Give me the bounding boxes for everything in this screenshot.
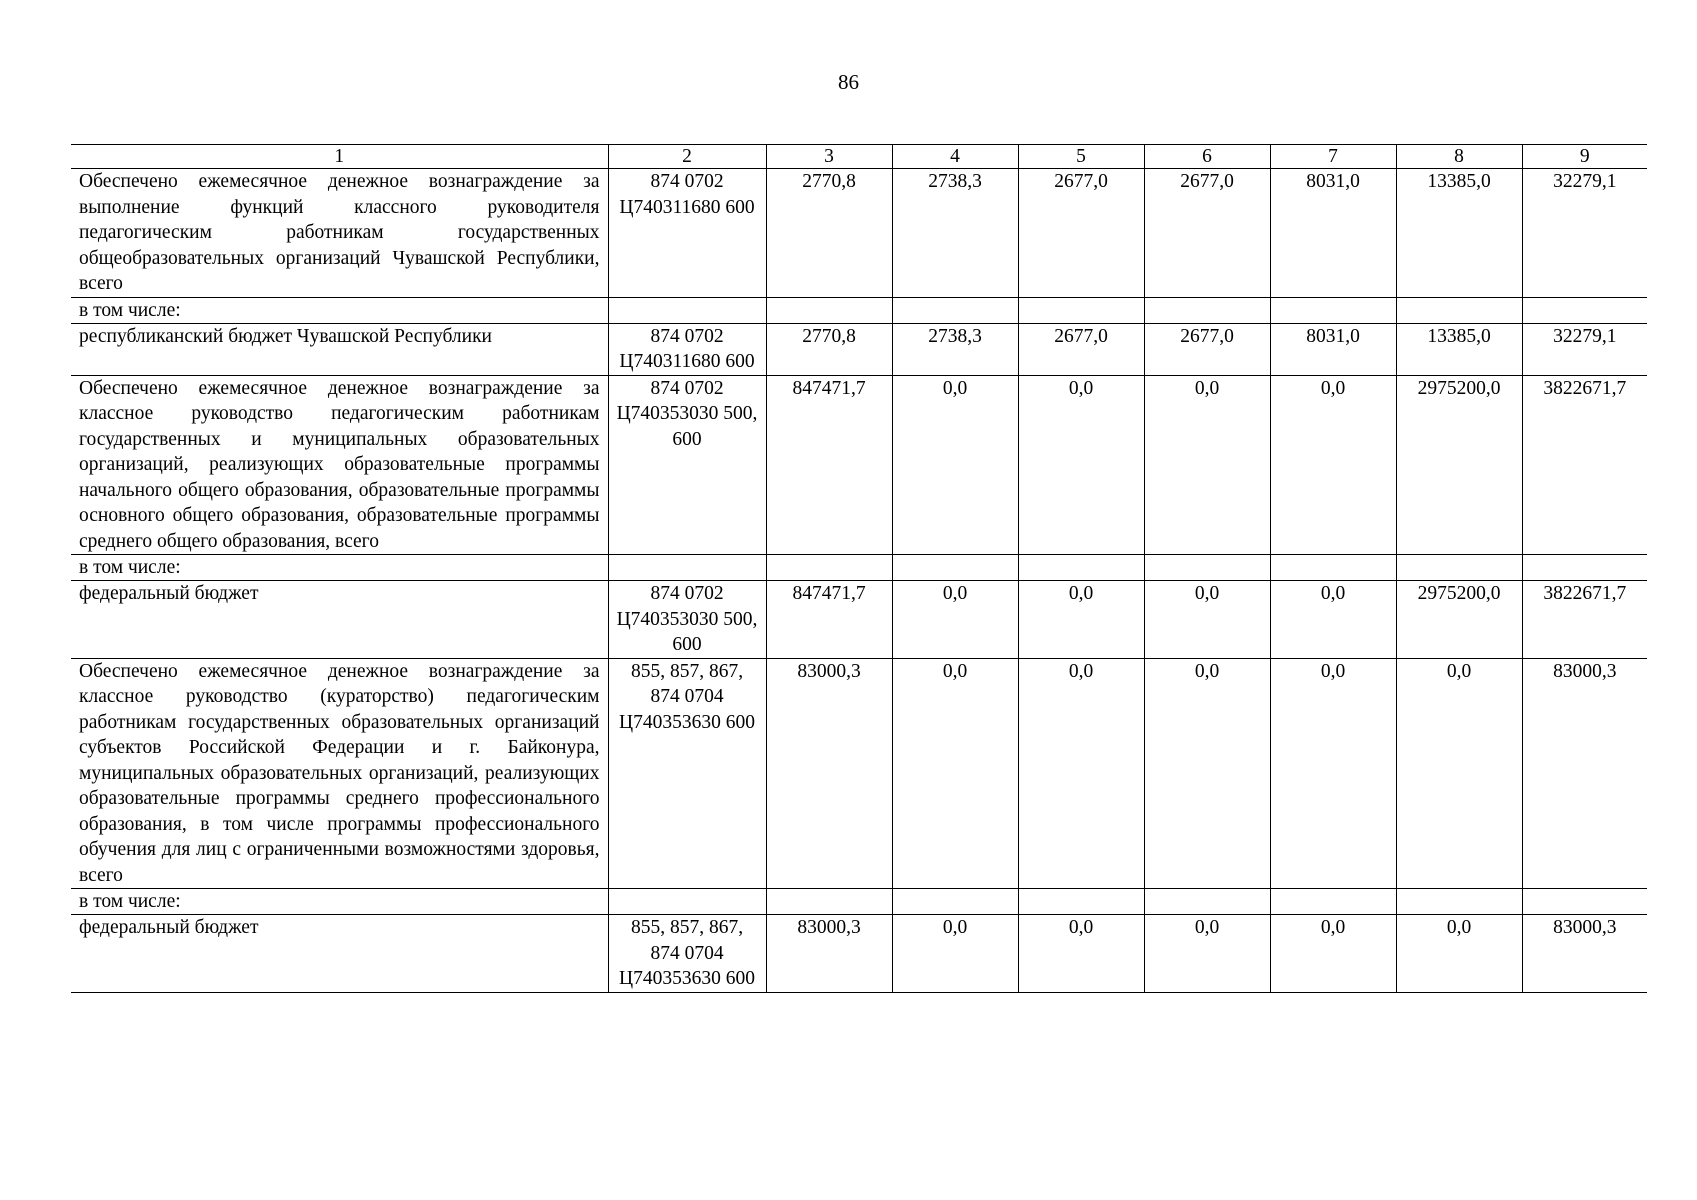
table-row [71, 555, 1647, 581]
row-value [892, 297, 1018, 323]
row-value: 0,0 [1270, 581, 1396, 659]
row-value [1018, 297, 1144, 323]
row-value: 2975200,0 [1396, 375, 1522, 555]
row-value: 32279,1 [1522, 169, 1647, 298]
row-value: 0,0 [1396, 658, 1522, 889]
row-value: 2738,3 [892, 169, 1018, 298]
table-row [71, 169, 1647, 298]
row-value [1144, 555, 1270, 581]
column-header: 1 [71, 145, 608, 169]
row-value: 0,0 [892, 375, 1018, 555]
row-value: 847471,7 [766, 581, 892, 659]
table-header-row [71, 145, 1647, 169]
row-value [1522, 555, 1647, 581]
row-value: 3822671,7 [1522, 581, 1647, 659]
row-description: федеральный бюджет [71, 915, 608, 993]
table-row [71, 915, 1647, 993]
row-value [1396, 889, 1522, 915]
row-value [1270, 889, 1396, 915]
row-value [1144, 889, 1270, 915]
row-description: республиканский бюджет Чувашской Республики [71, 323, 608, 375]
row-value: 0,0 [1144, 375, 1270, 555]
row-value [1396, 297, 1522, 323]
row-value: 8031,0 [1270, 323, 1396, 375]
table-row [71, 323, 1647, 375]
row-value: 0,0 [1144, 915, 1270, 993]
column-header: 9 [1522, 145, 1647, 169]
budget-table [71, 144, 1647, 993]
table-row [71, 581, 1647, 659]
row-budget-code [608, 555, 766, 581]
row-value: 8031,0 [1270, 169, 1396, 298]
row-value: 13385,0 [1396, 323, 1522, 375]
row-budget-code: 874 0702 Ц740353030 500, 600 [608, 581, 766, 659]
table-row [71, 889, 1647, 915]
column-header: 3 [766, 145, 892, 169]
row-value: 13385,0 [1396, 169, 1522, 298]
row-value: 83000,3 [766, 658, 892, 889]
row-description: в том числе: [71, 555, 608, 581]
row-budget-code: 874 0702 Ц740311680 600 [608, 323, 766, 375]
row-value [1522, 297, 1647, 323]
table-row [71, 658, 1647, 889]
row-value [1270, 297, 1396, 323]
row-value: 3822671,7 [1522, 375, 1647, 555]
row-value: 0,0 [1270, 375, 1396, 555]
row-budget-code: 874 0702 Ц740311680 600 [608, 169, 766, 298]
row-budget-code [608, 889, 766, 915]
row-value: 0,0 [892, 915, 1018, 993]
column-header: 2 [608, 145, 766, 169]
row-value: 0,0 [1018, 375, 1144, 555]
row-value: 2770,8 [766, 323, 892, 375]
row-budget-code: 855, 857, 867, 874 0704 Ц740353630 600 [608, 658, 766, 889]
row-description: в том числе: [71, 297, 608, 323]
row-value: 83000,3 [1522, 658, 1647, 889]
row-value: 2770,8 [766, 169, 892, 298]
row-value: 32279,1 [1522, 323, 1647, 375]
column-header: 7 [1270, 145, 1396, 169]
row-value: 2677,0 [1018, 169, 1144, 298]
row-value: 2677,0 [1018, 323, 1144, 375]
row-value: 0,0 [892, 581, 1018, 659]
row-value: 0,0 [1270, 658, 1396, 889]
row-value [1396, 555, 1522, 581]
row-value: 2677,0 [1144, 323, 1270, 375]
row-description: Обеспечено ежемесячное денежное вознаграждение за выполнение функций классного руководителя педагогическим работникам государственных общеобразовательных организаций Чувашской Республики, всего [71, 169, 608, 298]
column-header: 6 [1144, 145, 1270, 169]
row-value: 2677,0 [1144, 169, 1270, 298]
row-value: 0,0 [1018, 658, 1144, 889]
row-value [766, 555, 892, 581]
row-value: 0,0 [1270, 915, 1396, 993]
column-header: 5 [1018, 145, 1144, 169]
table-row [71, 375, 1647, 555]
page-number: 86 [838, 70, 859, 94]
row-value [1270, 555, 1396, 581]
row-description: Обеспечено ежемесячное денежное вознаграждение за классное руководство педагогическим работникам государственных и муниципальных образовательных организаций, реализующих образовательные программы начального общего образования, образовательные программы основного общего образования, образовательные программы среднего общего образования, всего [71, 375, 608, 555]
column-header: 8 [1396, 145, 1522, 169]
row-value: 0,0 [1144, 581, 1270, 659]
row-value: 847471,7 [766, 375, 892, 555]
row-description: федеральный бюджет [71, 581, 608, 659]
row-value: 2975200,0 [1396, 581, 1522, 659]
row-value: 0,0 [1018, 915, 1144, 993]
row-value: 0,0 [1144, 658, 1270, 889]
row-value [892, 555, 1018, 581]
row-description: Обеспечено ежемесячное денежное вознаграждение за классное руководство (кураторство) педагогическим работникам государственных образовательных организаций субъектов Российской Федерации и г. Байконура, муниципальных образовательных организаций, реализующих образовательные программы среднего профессионального образования, в том числе программы профессионального обучения для лиц с ограниченными возможностями здоровья, всего [71, 658, 608, 889]
row-value: 0,0 [1018, 581, 1144, 659]
row-value: 0,0 [892, 658, 1018, 889]
row-value [1018, 555, 1144, 581]
row-value [766, 889, 892, 915]
row-value: 83000,3 [1522, 915, 1647, 993]
row-budget-code: 874 0702 Ц740353030 500, 600 [608, 375, 766, 555]
row-value [1144, 297, 1270, 323]
row-value [766, 297, 892, 323]
row-description: в том числе: [71, 889, 608, 915]
row-value [1522, 889, 1647, 915]
row-budget-code [608, 297, 766, 323]
column-header: 4 [892, 145, 1018, 169]
row-value: 2738,3 [892, 323, 1018, 375]
row-value: 83000,3 [766, 915, 892, 993]
table-row [71, 297, 1647, 323]
row-value [1018, 889, 1144, 915]
row-budget-code: 855, 857, 867, 874 0704 Ц740353630 600 [608, 915, 766, 993]
row-value [892, 889, 1018, 915]
row-value: 0,0 [1396, 915, 1522, 993]
